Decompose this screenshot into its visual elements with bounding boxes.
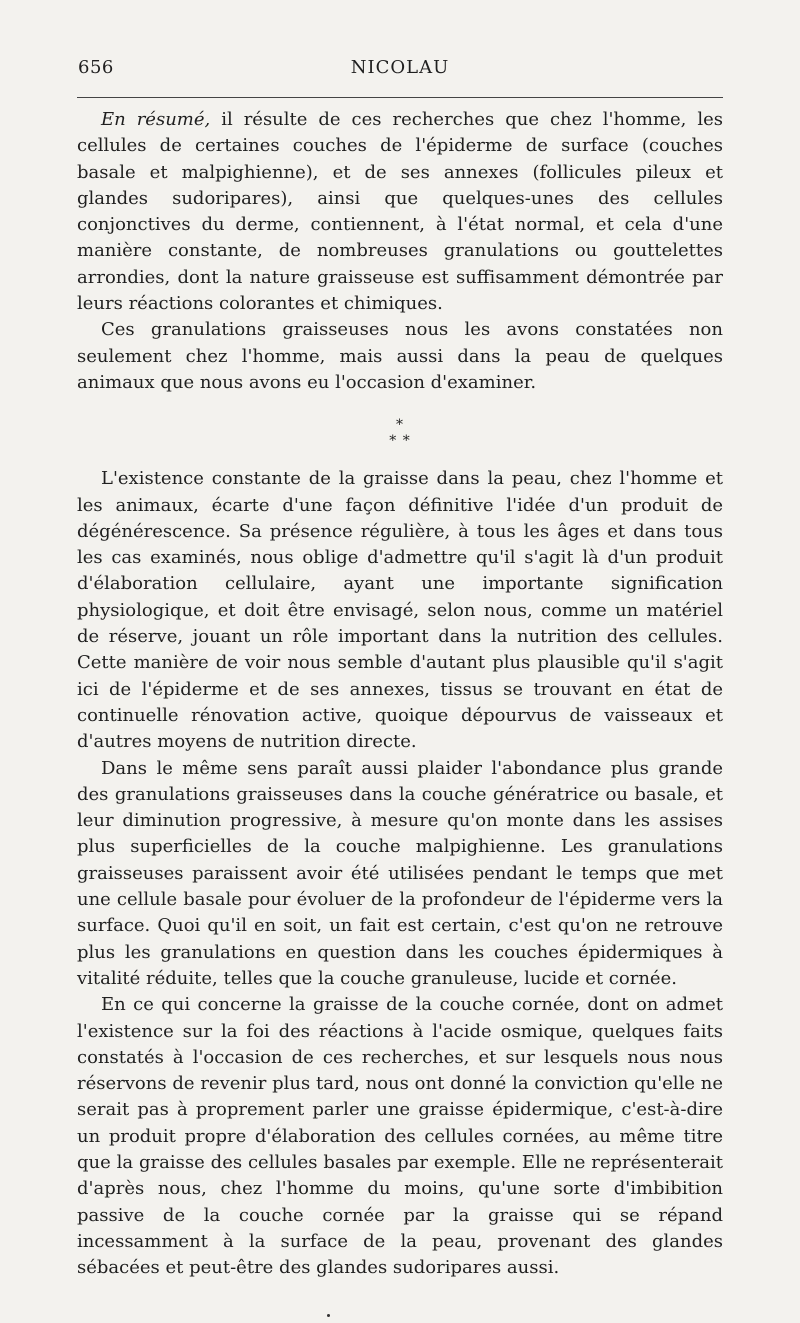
paragraph-existence: L'existence constante de la graisse dans la peau, chez l'homme et les animaux, écarte d'une façon définitive l'idée d'un produit de dégénérescence. Sa présence régulière, à tous les âges et dans tous les cas examinés, nous oblige d'admettre qu'il s'agit là d'un produit d'élaboration cellulaire, ayant une importante signification physiologique, et doit être envisagé, selon nous, comme un matériel de réserve, jouant un rôle important dans la nutrition des cellules. Cette manière de voir nous semble d'autant plus plausible qu'il s'agit ici de l'épiderme et de ses annexes, tissus se trouvant en état de continuelle rénovation active, quoique dépourvus de vaisseaux et d'autres moyens de nutrition directe. (77, 468, 723, 753)
page-header (78, 57, 722, 87)
separator-star-top: * (396, 417, 404, 434)
paragraph-summary (77, 107, 723, 317)
paragraph-cornea: En ce qui concerne la graisse de la couche cornée, dont on admet l'existence sur la foi des réactions à l'acide osmique, quelques faits constatés à l'occasion de ces recherches, et sur lesquels nous nous réservons de revenir plus tard, nous ont donné la conviction qu'elle ne serait pas à proprement parler une graisse épidermique, c'est-à-dire un produit propre d'élaboration des cellules cornées, au même titre que la graisse des cellules basales par exemple. Elle ne représenterait d'après nous, chez l'homme du moins, qu'une sorte d'imbibition passive de la couche cornée par la graisse qui se répand incessamment à la surface de la peau, provenant des glandes sébacées et peut-être des glandes sudoripares aussi. (77, 994, 723, 1279)
paragraph-summary-body: il résulte de ces recherches que chez l'homme, les cellules de certaines couches de l'épiderme de surface (couches basale et malpighienne), et de ses annexes (follicules pileux et glandes sudoripares), ainsi que quelques-unes des cellules conjonctives du derme, contiennent, à l'état normal, et cela d'une manière constante, de nombreuses granulations ou gouttelettes arrondies, dont la nature graisseuse est suffisamment démontrée par leurs réactions colorantes et chimiques. (77, 109, 723, 315)
header-rule (77, 97, 723, 98)
paragraph-summary-lead: En résumé, (101, 109, 211, 130)
footer-mark (327, 1314, 330, 1317)
section-separator (77, 418, 723, 448)
running-title: NICOLAU (350, 57, 450, 78)
body-text (77, 107, 723, 1281)
paragraph-animals: Ces granulations graisseuses nous les avons constatées non seulement chez l'homme, mais aussi dans la peau de quelques animaux que nous avons eu l'occasion d'examiner. (77, 319, 723, 393)
page-number: 656 (78, 57, 114, 78)
separator-stars-bottom: * * (389, 433, 411, 450)
paragraph-same-sense: Dans le même sens paraît aussi plaider l'abondance plus grande des granulations graisseuses dans la couche génératrice ou basale, et leur diminution progressive, à mesure qu'on monte dans les assises plus superficielles de la couche malpighienne. Les granulations graisseuses paraissent avoir été utilisées pendant le temps que met une cellule basale pour évoluer de la profondeur de l'épiderme vers la surface. Quoi qu'il en soit, un fait est certain, c'est qu'on ne retrouve plus les granulations en question dans les couches épidermiques à vitalité réduite, telles que la couche granuleuse, lucide et cornée. (77, 757, 723, 989)
